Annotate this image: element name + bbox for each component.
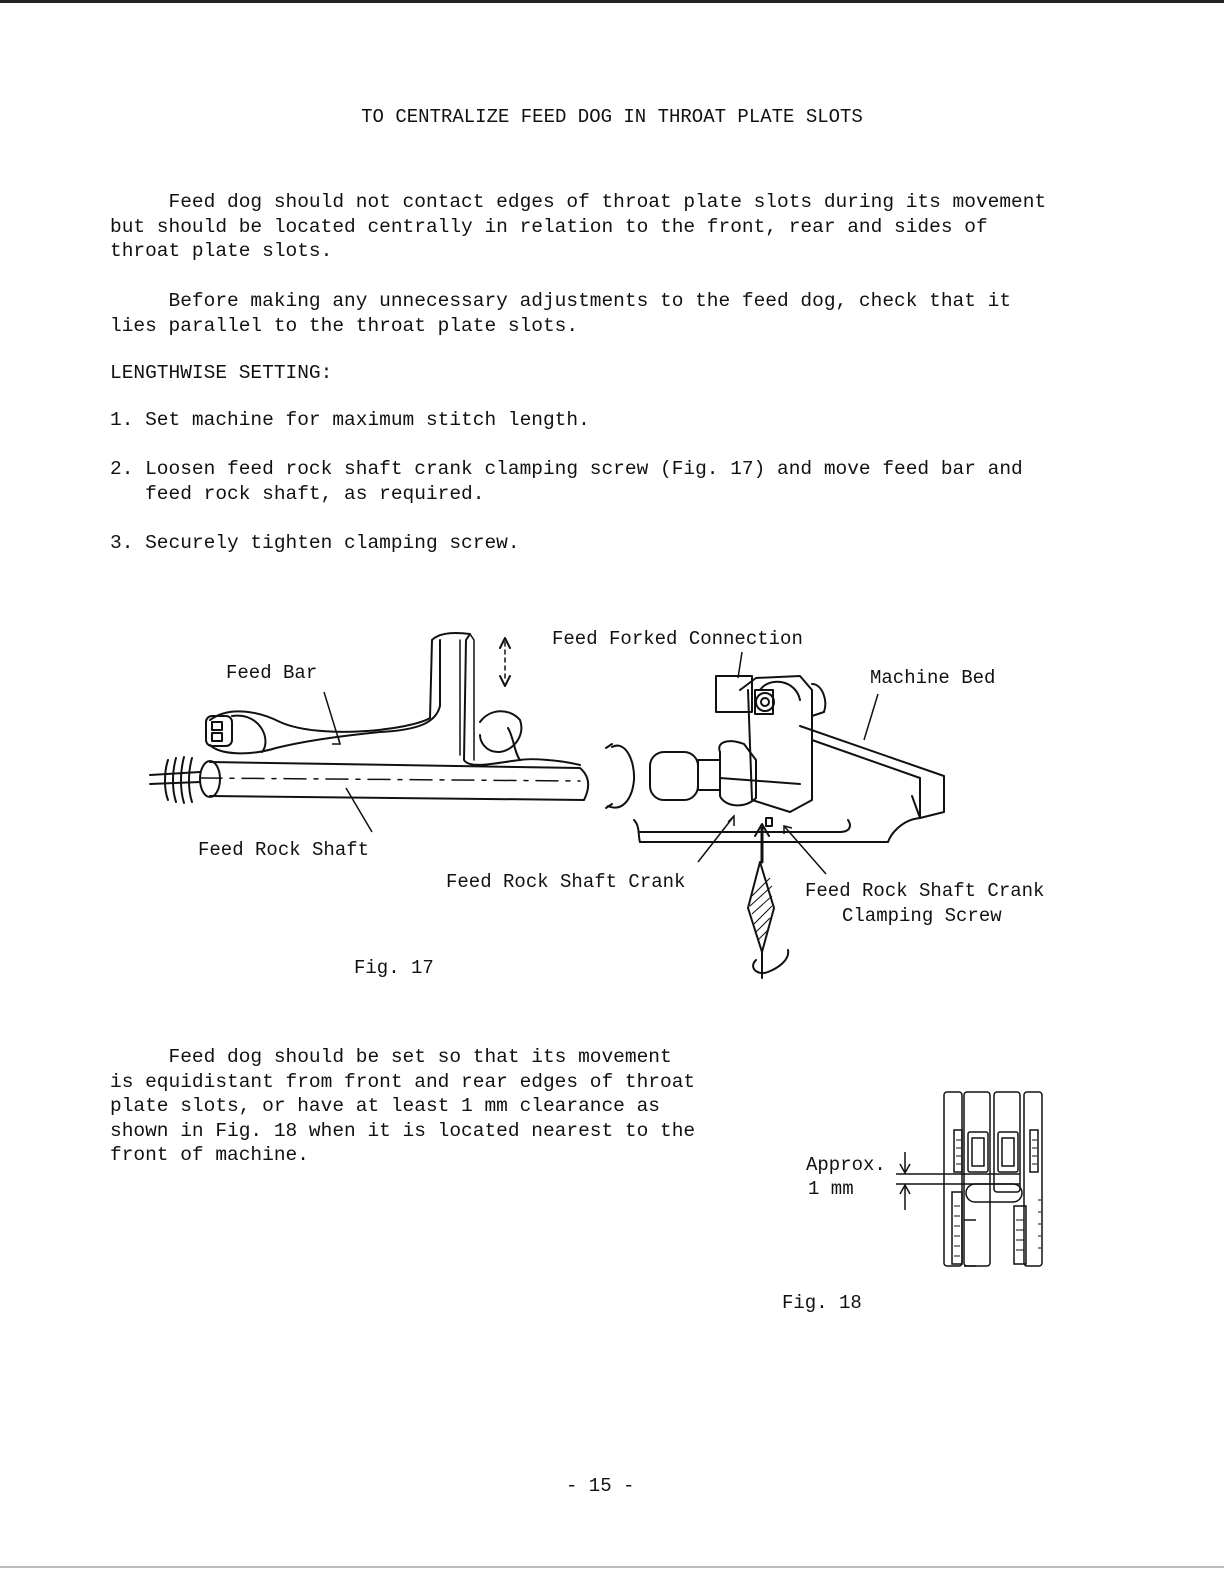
fig18-approx-label: Approx. [806, 1154, 886, 1176]
screwdriver-rotation [753, 950, 788, 978]
crank-hub [650, 752, 698, 800]
text-line: Feed dog should not contact edges of throat plate slots during its movement [110, 191, 1047, 213]
label-machine-bed: Machine Bed [870, 667, 996, 689]
forked-connection-block [716, 676, 752, 712]
shaft-centerline [200, 778, 580, 781]
clamping-screw-leader [784, 826, 826, 874]
bottom-paragraph [110, 1045, 695, 1168]
fig18-throat-plate [944, 1092, 1042, 1266]
forked-connection-leader [738, 652, 742, 678]
step-2-line-1: 2. Loosen feed rock shaft crank clamping screw (Fig. 17) and move feed bar and [110, 458, 1023, 480]
machine-bed-top [800, 726, 944, 818]
label-clamping-screw-line1: Feed Rock Shaft Crank [805, 880, 1045, 902]
page-title: TO CENTRALIZE FEED DOG IN THROAT PLATE SLOTS [361, 106, 863, 128]
label-feed-forked-connection: Feed Forked Connection [552, 628, 803, 650]
step-1: 1. Set machine for maximum stitch length. [110, 409, 590, 431]
screwdriver-blade [748, 862, 774, 952]
text-line: plate slots, or have at least 1 mm clearance as [110, 1095, 660, 1117]
machine-bed-lower [640, 818, 920, 842]
feed-rock-shaft-rod [210, 762, 588, 800]
text-line: Feed dog should be set so that its movement [110, 1046, 672, 1068]
crank-ring [608, 746, 634, 808]
text-line: is equidistant from front and rear edges of throat [110, 1070, 696, 1093]
step-3: 3. Securely tighten clamping screw. [110, 532, 520, 554]
text-line: shown in Fig. 18 when it is located nearest to the [110, 1119, 696, 1142]
page-number: - 15 - [566, 1475, 635, 1497]
text-line: lies parallel to the throat plate slots. [110, 314, 579, 337]
shaft-end-cap [200, 761, 220, 797]
lengthwise-heading: LENGTHWISE SETTING: [110, 362, 333, 384]
text-line: throat plate slots. [110, 240, 333, 262]
fig17-caption: Fig. 17 [354, 957, 434, 979]
machine-bed-leader [864, 694, 878, 740]
shaft-thread-lines [150, 772, 200, 784]
fig18-mm-label: 1 mm [808, 1178, 854, 1200]
text-line: but should be located centrally in relation to the front, rear and sides of [110, 215, 988, 238]
label-feed-bar: Feed Bar [226, 662, 318, 684]
text-line: Before making any unnecessary adjustments to the feed dog, check that it [110, 290, 1012, 312]
shaft-threads [165, 757, 192, 803]
crank-arm [740, 676, 812, 812]
fig18-caption: Fig. 18 [782, 1292, 862, 1314]
crank-leader [698, 816, 734, 862]
feed-rock-shaft-leader [346, 788, 372, 832]
label-feed-rock-shaft-crank: Feed Rock Shaft Crank [446, 871, 686, 893]
label-feed-rock-shaft: Feed Rock Shaft [198, 839, 370, 861]
bottom-rule [0, 1566, 1224, 1568]
text-line: front of machine. [110, 1144, 309, 1166]
label-clamping-screw-line2: Clamping Screw [842, 905, 1002, 927]
step-2-line-2: feed rock shaft, as required. [110, 482, 485, 505]
